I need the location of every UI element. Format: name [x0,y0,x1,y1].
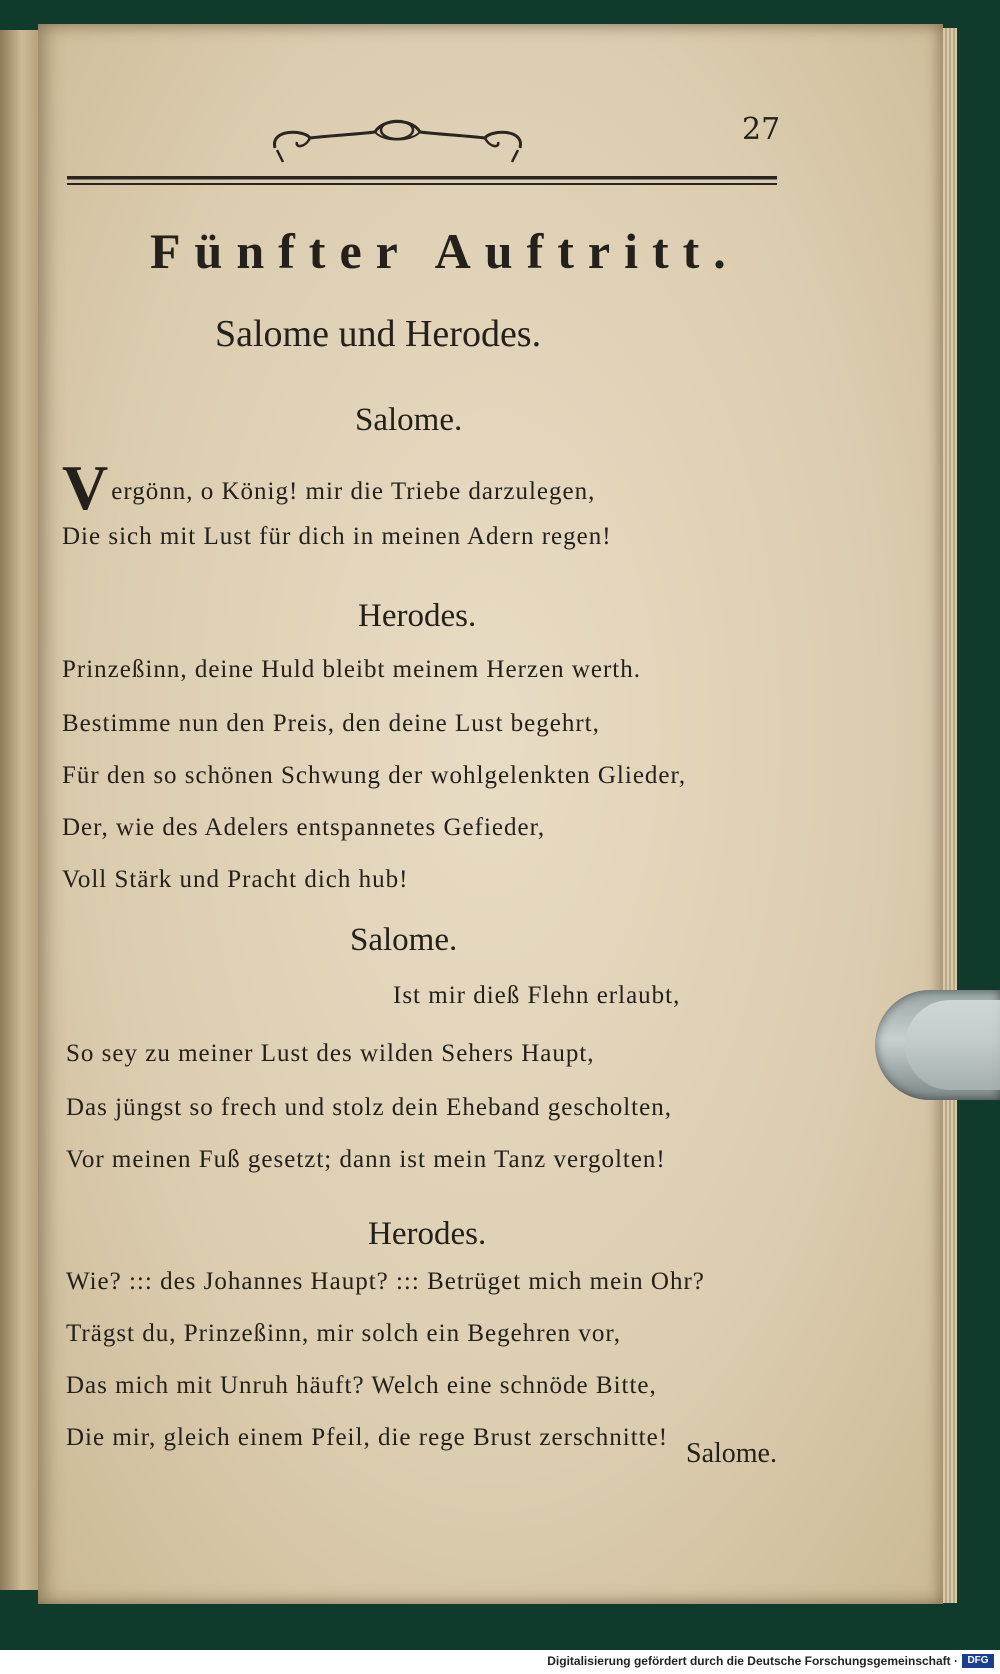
verse-line: Wie? ::: des Johannes Haupt? ::: Betrüget mich mein Ohr? [66,1268,705,1295]
funding-credit: Digitalisierung gefördert durch die Deutsche Forschungsgemeinschaft · [547,1654,958,1668]
verse-line: Ist mir dieß Flehn erlaubt, [393,982,681,1009]
verse-line: Das jüngst so frech und stolz dein Eheband gescholten, [66,1094,672,1121]
verse-line: Vergönn, o König! mir die Triebe darzulegen, [62,452,596,523]
verse-line: Die sich mit Lust für dich in meinen Adern regen! [62,523,612,550]
verse-line: Das mich mit Unruh häuft? Welch eine schnöde Bitte, [66,1372,657,1399]
verse-line: Trägst du, Prinzeßinn, mir solch ein Begehren vor, [66,1320,621,1347]
speaker-name: Salome. [350,922,458,958]
verse-line: Voll Stärk und Pracht dich hub! [62,866,409,893]
verse-line: Vor meinen Fuß gesetzt; dann ist mein Tanz vergolten! [66,1146,666,1173]
verse-line: Prinzeßinn, deine Huld bleibt meinem Herzen werth. [62,656,642,683]
scene-subtitle: Salome und Herodes. [215,313,542,355]
scene-title: Fünfter Auftritt. [150,223,740,279]
catchword: Salome. [686,1438,777,1469]
footer-bar [0,1650,1000,1674]
double-rule [67,176,777,188]
adjacent-page-edge [0,30,40,1590]
verse-line: So sey zu meiner Lust des wilden Sehers Haupt, [66,1040,595,1067]
speaker-name: Salome. [355,402,463,438]
dfg-logo-icon: DFG [962,1654,994,1668]
page-stack-edge [943,28,957,1603]
verse-line: Der, wie des Adelers entspannetes Gefieder, [62,814,546,841]
ornament-icon [265,108,530,166]
scanner-thumb-highlight [905,1000,1000,1090]
verse-line: Bestimme nun den Preis, den deine Lust begehrt, [62,710,600,737]
verse-line: Für den so schönen Schwung der wohlgelenkten Glieder, [62,762,687,789]
verse-line: Die mir, gleich einem Pfeil, die rege Brust zerschnitte! [66,1424,669,1451]
drop-cap: V [62,452,110,523]
speaker-name: Herodes. [358,598,477,634]
page-number: 27 [742,112,781,147]
speaker-name: Herodes. [368,1216,487,1252]
